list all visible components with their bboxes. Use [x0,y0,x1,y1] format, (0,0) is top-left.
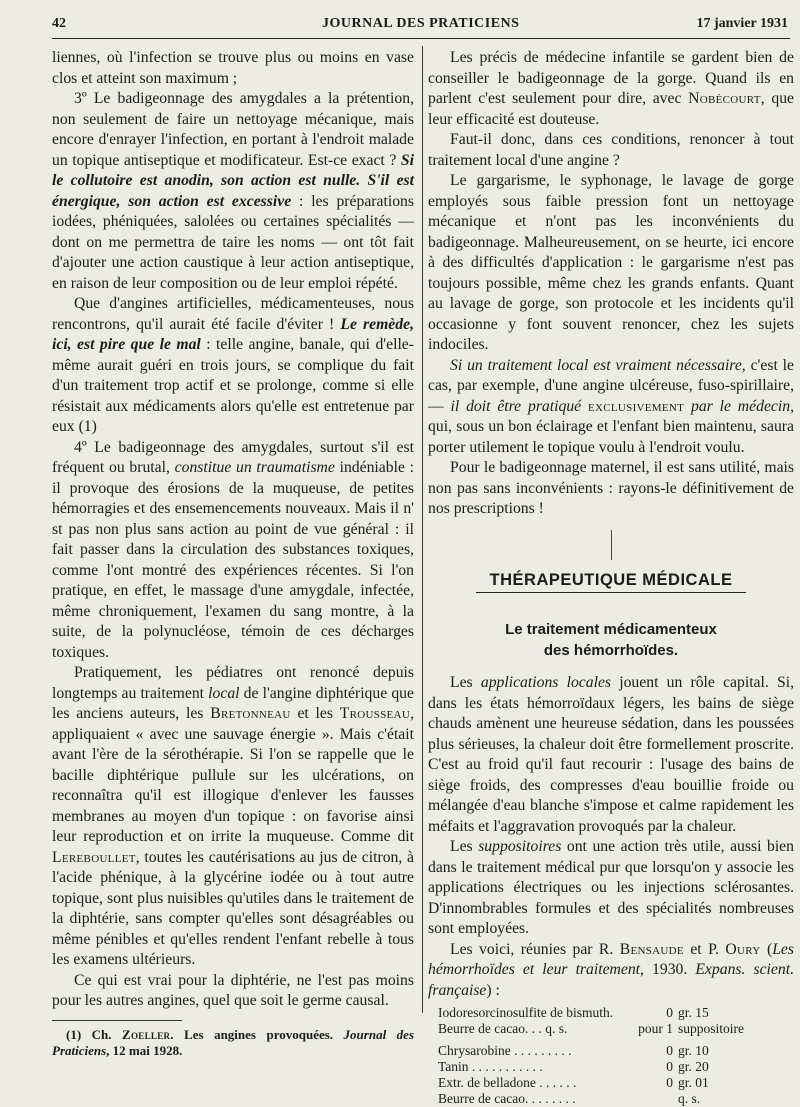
text-run: Les [450,674,481,691]
text-run: 4º Le badigeonnage des amygdales, surtout s'il est fréquent ou brutal, [52,438,414,476]
paragraph: Le gargarisme, le syphonage, le lavage de gorge employés sous faible pression font un nettoyage mécanique et n'ont pas les inconvénients du badigeonnage. Malheureusement, on se heurte, ici encore à des difficultés d'application : le gargarisme n'est pas toujours possible, même chez les grands enfants. Quant au lavage de gorge, son protocole et les incidents qu'il occasionne y font souvent renoncer, chez les sujets indociles. [428,172,794,353]
emphasis: par le médecin, [684,397,794,415]
text-run: , appliquaient « avec une sauvage énergie ». Mais c'était avant l'ère de la sérothérapie. Si l'on se rappelle que le bacille diphtérique pullule sur les ulcérations, on reconnaîtra qu'il est illogique d'enlever les fausses membranes au moyen d'un topique : on favorise ainsi leur reproduction et on irrite la muqueuse. Comme dit [52,705,414,845]
left-column [52,48,414,1059]
ingredient: Tanin . . . . . . . . . . . [438,1059,543,1074]
header-rule [52,38,790,39]
text-run: ( [760,940,773,958]
article-title-line: des hémorrhoïdes. [543,642,679,659]
quantity: 0 [666,1059,673,1074]
author-name: Nobécourt [688,90,761,107]
text-run: qui, sous un bon éclairage et l'enfant bien maintenu, saura porter utilement le topique voulu à l'endroit voulu. [428,418,794,456]
text-run: Les précis de médecine infantile se gardent bien de conseiller le badigeonnage de la gorge. Quand ils en parlent c'est seulement pour dire, avec [428,49,794,107]
quantity: pour 1 [638,1021,673,1036]
footnote-rule [52,1020,182,1021]
author-name: Bensaude [619,940,684,958]
emphasis: Si un traitement local est vraiment nécessaire, [450,356,746,374]
text-run: 3º Le badigeonnage des amygdales a la prétention, non seulement de faire un nettoyage mécanique, mais encore d'enrayer l'infection, en portant à l'endroit malade un topique antiseptique et modificateur. Est-ce exact ? [52,90,414,169]
ingredient: Extr. de belladone . . . . . . [438,1075,577,1090]
unit: gr. 15 [678,1005,709,1020]
emphasis: Les hémorrhoïdes et leur traitement [428,940,794,978]
text-run: : telle angine, banale, qui d'elle-même aurait guéri en trois jours, se complique du fait d'un traitement trop actif et se prolonge, comme si elle résistait aux médicaments alors qu'elle est entretenue par eux (1) [52,336,414,435]
paragraph [52,438,414,664]
unit: suppositoire [678,1021,744,1036]
right-column [428,48,794,1107]
text-run: et les [290,705,340,722]
text-run: Que d'angines artificielles, médicamenteuses, nous rencontrons, qu'il aurait été facile d'éviter ! [52,295,414,333]
paragraph: Pour le badigeonnage maternel, il est sans utilité, mais non pas sans inconvénients : rayons-le définitivement de nos prescriptions ! [428,459,794,517]
emphasis: local [208,684,240,702]
text-run: . Les angines provoquées. [170,1026,344,1042]
text-run: et P. [683,940,726,958]
author-name: Trousseau [339,705,411,722]
journal-title: JOURNAL DES PRATICIENS [322,16,520,31]
emphasis: Expans. scient. française [428,961,794,999]
text-run: ont une action très utile, aussi bien dans le traitement médical pur que lorsqu'on y associe les applications électriques ou les injections sclérosantes. D'innombrables formules et des spécialités nombreuses sont employées. [428,838,794,937]
table-row [438,1037,778,1059]
paragraph: Faut-il donc, dans ces conditions, renoncer à tout traitement local d'une angine ? [428,131,794,169]
unit: gr. 20 [678,1059,709,1074]
text-run: , 1930. [640,961,696,978]
paragraph [52,89,414,294]
text-run: c'est le cas, par exemple, d'une angine ulcéreuse, fuso-spirillaire, — [428,356,794,415]
article-title [428,619,794,661]
emphasis: suppositoires [478,838,562,855]
table-row [438,1075,778,1091]
ingredient: Beurre de cacao. . . q. s. [438,1021,568,1036]
text-run: , 12 mai 1928. [106,1042,183,1058]
paragraph [428,356,794,459]
text-run: ) : [486,981,500,999]
quantity [633,1091,678,1107]
ingredient: Iodoresorcinosulfite de bismuth. [438,1005,614,1020]
text-run: Pratiquement, les pédiatres ont renoncé depuis longtemps au traitement [52,664,414,702]
text-run: Les voici, réunies par R. [450,940,620,958]
page-number: 42 [52,16,66,31]
quantity: 0 [666,1075,673,1090]
emphasis: exclusivement [588,397,685,415]
text-run: indéniable : il provoque des érosions de la muqueuse, de petites hémorragies et des ensemencements nouveaux. Mais il n' st pas non plus sans action au point de vue général : il fait passer dans la circulation des substances toxiques, comme l'ont montré des expériences récentes. Si l'on pratique, en effet, le massage d'une amygdale, infectée, même chroniquement, l'examen du sang montre, à la suite, de la polynucléose, témoin de ces décharges toxiques. [52,459,415,661]
text-run: (1) Ch. [66,1026,123,1042]
section-rule [476,592,746,593]
issue-date: 17 janvier 1931 [696,16,788,31]
quantity: 0 [666,1005,673,1020]
ingredient: Chrysarobine . . . . . . . . . [438,1043,572,1058]
paragraph [52,294,414,438]
emphasis: applications locales [480,674,612,691]
unit: q. s. [678,1091,701,1106]
paragraph [428,48,794,130]
emphasis: il doit être pratiqué [450,397,588,415]
footnote [52,1027,414,1059]
emphasis: Journal des Praticiens [52,1026,415,1058]
paragraph: Ce qui est vrai pour la diphtérie, ne l'est pas moins pour les autres angines, quel que soit le germe causal. [52,971,414,1009]
quantity: 0 [666,1043,673,1058]
text-run: , que leur efficacité est douteuse. [428,90,794,128]
author-name: Oury [725,940,761,958]
emphasis: Le remède, ici, est pire que le mal [52,315,415,353]
section-title: THÉRAPEUTIQUE MÉDICALE [489,570,733,589]
column-divider [422,46,423,1013]
author-name: Zoeller [122,1026,171,1042]
running-header [52,16,790,36]
emphasis: constitue un traumatisme [174,459,335,476]
text-run: de l'angine diphtérique que les anciens auteurs, les [52,684,414,722]
unit: gr. 01 [678,1075,709,1090]
text-run: Les [450,838,479,855]
paragraph [428,673,794,837]
section-ornament [428,530,794,564]
text-run: : les préparations iodées, phéniquées, salolées ou certaines spécialités — dont on me permettra de taire les noms — ont tôt fait d'ajouter une action caustique à leur action antiseptique, en raison de leur composition ou de leur emploi répété. [52,192,414,292]
author-name: Lereboullet [52,848,136,866]
paragraph [428,837,794,940]
ingredient: Beurre de cacao. . . . . . . . [438,1091,576,1106]
emphasis: Si le collutoire est anodin, son action est nulle. S'il est énergique, son action est excessive [52,151,414,210]
paragraph: liennes, où l'infection se trouve plus ou moins en vase clos et atteint son maximum ; [52,49,414,87]
unit: gr. 10 [678,1043,709,1058]
ornament-line [611,530,612,560]
article-title-line: Le traitement médicamenteux [505,621,717,638]
paragraph [52,663,414,971]
prescription-table [438,1005,778,1107]
text-run: jouent un rôle capital. Si, dans les états hémorroïdaux légers, les bains de siège chauds amènent une heureuse sédation, dans les poussées plus sérieuses, la chaleur doit être formellement proscrite. C'est au froid qu'il faut recourir : l'usage des bains de siège froids, des compresses d'eau bouillie froide ou mélangée d'eau blanche s'impose et calme rapidement les méfaits et l'aggravation provoqués par la chaleur. [428,674,794,835]
text-run: , toutes les cautérisations au jus de citron, à l'acide phénique, à la glycérine iodée ou à tout autre topique, sont plus nuisibles qu'utiles dans le traitement de la diphtérie, sans compter qu'elles sont désagréables ou même pénibles et qu'elles rendent l'enfant rebelle à tous les examens ultérieurs. [52,848,414,968]
author-name: Bretonneau [210,705,291,722]
table-row [438,1005,778,1021]
paragraph [428,940,794,1002]
table-row [438,1091,778,1107]
table-row [438,1021,778,1037]
